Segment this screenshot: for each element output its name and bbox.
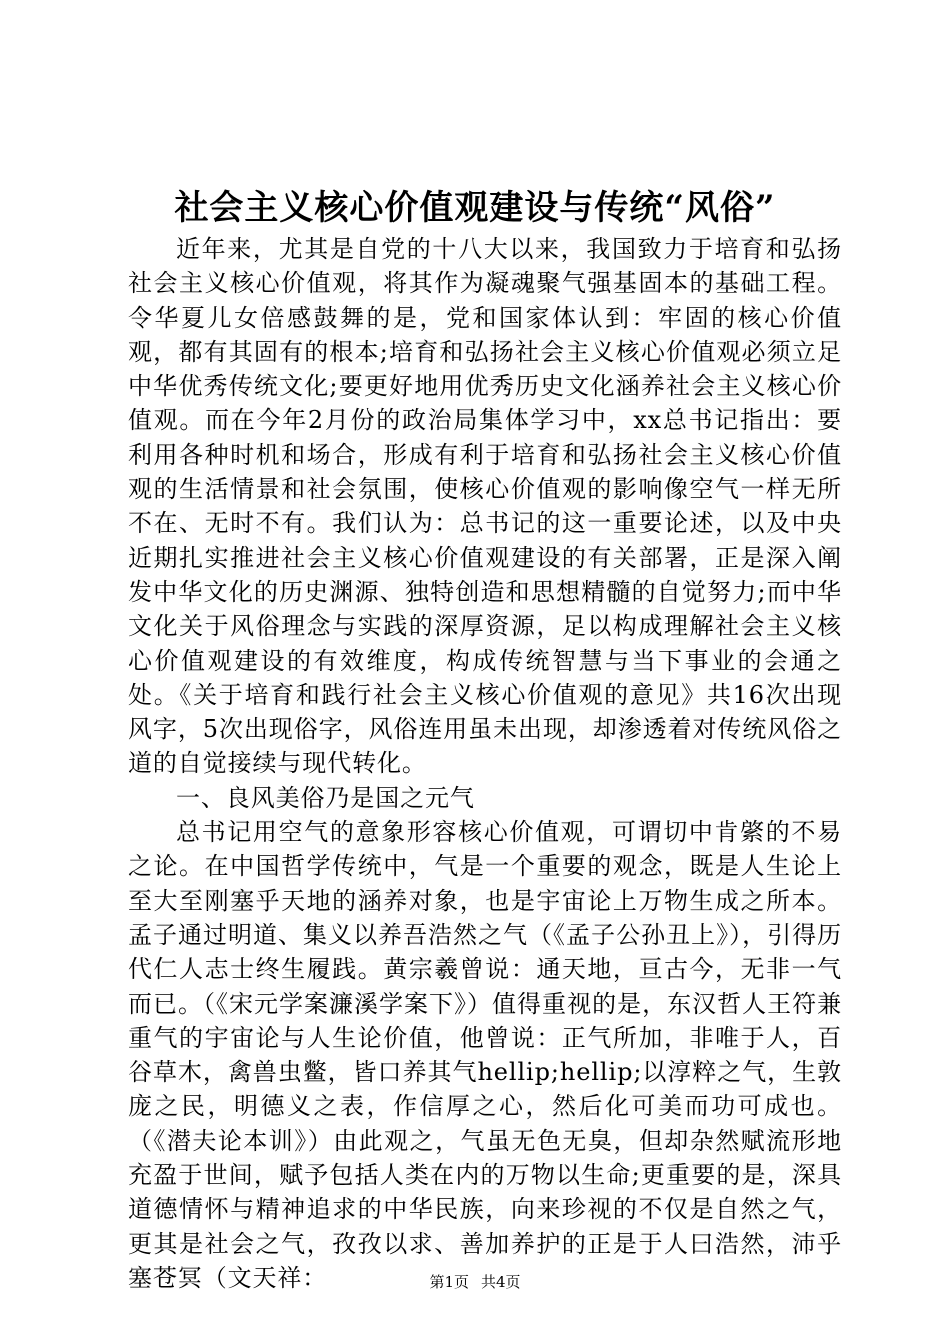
page-total: 共4页 bbox=[481, 1273, 521, 1291]
document-title: 社会主义核心价值观建设与传统“风俗” bbox=[174, 188, 776, 228]
body-paragraph: 近年来，尤其是自党的十八大以来，我国致力于培育和弘扬社会主义核心价值观，将其作为凝魂聚气强基固本的基础工程。令华夏儿女倍感鼓舞的是，党和国家体认到：牢固的核心价值观，都有其固有的根本;培育和弘扬社会主义核心价值观必须立足中华优秀传统文化;要更好地用优秀历史文化涵养社会主义核心价值观。而在今年2月份的政治局集体学习中，xx总书记指出：要利用各种时机和场合，形成有利于培育和弘扬社会主义核心价值观的生活情景和社会氛围，使核心价值观的影响像空气一样无所不在、无时不有。我们认为：总书记的这一重要论述，以及中央近期扎实推进社会主义核心价值观建设的有关部署，正是深入阐发中华文化的历史渊源、独特创造和思想精髓的自觉努力;而中华文化关于风俗理念与实践的深厚资源，足以构成理解社会主义核心价值观建设的有效维度，构成传统智慧与当下事业的会通之处。《关于培育和践行社会主义核心价值观的意见》共16次出现风字，5次出现俗字，风俗连用虽未出现，却渗透着对传统风俗之道的自觉接续与现代转化。 bbox=[128, 235, 842, 778]
document-body bbox=[128, 232, 842, 1295]
page-number: 第1页 bbox=[429, 1273, 469, 1291]
page-footer bbox=[0, 1272, 950, 1292]
section-heading: 一、良风美俗乃是国之元气 bbox=[176, 783, 475, 812]
body-paragraph: 总书记用空气的意象形容核心价值观，可谓切中肯綮的不易之论。在中国哲学传统中，气是一个重要的观念，既是人生论上至大至刚塞乎天地的涵养对象，也是宇宙论上万物生成之所本。孟子通过明道、集义以养吾浩然之气（《孟子公孙丑上》），引得历代仁人志士终生履践。黄宗羲曾说：通天地，亘古今，无非一气而已。（《宋元学案濂溪学案下》）值得重视的是，东汉哲人王符兼重气的宇宙论与人生论价值，他曾说：正气所加，非唯于人，百谷草木，禽兽虫鳖，皆口养其气hellip;hellip;以淳粹之气，生敦庞之民，明德义之表，作信厚之心，然后化可美而功可成也。（《潜夫论本训》）由此观之，气虽无色无臭，但却杂然赋流形地充盈于世间，赋予包括人类在内的万物以生命;更重要的是，深具道德情怀与精神追求的中华民族，向来珍视的不仅是自然之气，更其是社会之气，孜孜以求、善加养护的正是于人曰浩然，沛乎塞苍冥（文天祥： bbox=[128, 818, 842, 1292]
